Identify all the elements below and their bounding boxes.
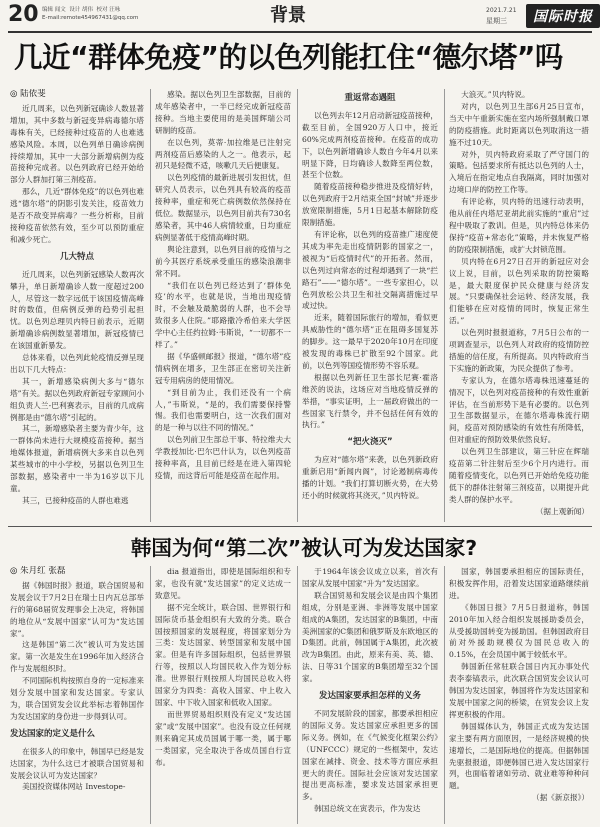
paragraph: 贝内特在6月27日召开的新冠应对会议上说，目前，以色列采取的防控策略是，最大限度保护民众健康与经济发展。“只要确保社会运转、经济发展，我们能够在应对疫情的同时，恢复正常生活。” (449, 256, 589, 326)
masthead-text: 国际时报 (533, 9, 593, 25)
article1-column-3 (302, 89, 438, 522)
column-divider (150, 566, 151, 824)
paragraph: 专家认为，在德尔塔毒株迅速蔓延的情况下，以色列对疫苗接种的有效性重新评估，在当前形势下是有必要的。以色列卫生部数据显示，在德尔塔毒株流行期间，疫苗对预防感染的有效性有所降低，但对重症的预防效果依然良好。 (449, 375, 589, 445)
article1-subhead-2: 重返常态遇阻 (344, 93, 396, 103)
article1-col4-body (449, 89, 589, 506)
paragraph: 美国投资媒体网站 Investope- (22, 782, 126, 792)
article1-col3-body (302, 110, 438, 431)
paragraph: 有评论称，以色列的疫苗推广速度使其成为率先走出疫情阴影的国家之一，被视为“后疫情时代”的开拓者。然而，以色列过向常态的过程却遇到了一块“拦路石”——“德尔塔”。一些专家担心，以色列放松公共卫生和社交隔离措施过早或过快。 (302, 229, 438, 311)
paragraph: 感染。据以色列卫生部数据，目前的成年感染者中，一半已经完成新冠疫苗接种。当地主要使用的是美国辉瑞公司研制的疫苗。 (155, 90, 291, 135)
editor-line: 编辑 闻文 设计 胡伟 校对 汪咏 (42, 7, 121, 13)
article1-headline: 几近“群体免疫”的以色列能扛住“德尔塔”吗 (14, 41, 563, 74)
paragraph: 以色列前卫生部总干事、特拉维夫大学教授加比·巴尔巴什认为，以色列疫苗接种率高，且目前已经是在进入第四轮疫情，而这背后可能是疫苗在起作用。 (155, 435, 291, 480)
paragraph: 据《韩国时报》报道，联合国贸易和发展会议于7月2日在瑞士日内瓦总部举行的第68届贸发理事会上决定，将韩国的地位从“发展中国家”认可为“发达国家”。 (10, 580, 144, 638)
article1-col1b-body (10, 269, 144, 507)
paragraph: 以色列时报报道称，7月5日公布的一项调查显示，以色列人对政府的疫情防控措施的信任度，有所提高。贝内特政府当下实施的新政策，为民众提供了参考。 (449, 328, 589, 373)
paragraph: 舆论注意到，以色列目前的疫情与之前今其医疗系统承受重压的感染浪潮非常不同。 (155, 244, 291, 278)
article2-subhead-2: 发达国家要承担怎样的义务 (318, 691, 421, 702)
paragraph: 不同国际机构按照自身的一定标准来划分发展中国家和发达国家。专家认为，联合国贸发会议此举标志着韩国作为发达国家的身份进一步得到认可。 (10, 676, 144, 721)
email-line: E-mail:remote454967431@qq.com (42, 15, 139, 21)
page-number: 20 (8, 2, 39, 27)
editor-info (42, 6, 138, 22)
paragraph: “我们在以色列已经达到了‘群体免疫’的水平，也就是说，当地出现疫情时，不会触及最脆弱的人群，也不会导致很多人住院。”耶路撒冷希伯来大学医学中心主任约拉姆·韦斯说，“一切都不一样了。” (155, 280, 291, 350)
issue-weekday: 星期三 (486, 17, 507, 25)
article2-subhead-1: 发达国家的定义是什么 (10, 728, 96, 739)
paragraph: 韩国新任常驻联合国日内瓦办事处代表李泰镐表示，此次联合国贸发会议认可韩国为发达国家，韩国将作为发达国家和发展中国家之间的桥梁，在贸发会议上发挥更积极的作用。 (449, 662, 589, 719)
paragraph: 大浪灭。”贝内特说。 (461, 90, 530, 99)
paragraph: 近几周来，以色列新冠感染人数再次攀升，单日新增确诊人数一度超过200人，尽管这一数字远低于该国疫情高峰时的数值，但病例反弹的趋势引起担忧。以色列总理贝内特日前表示，近期新增确诊病例数显著增加，新冠疫情已在该国重新暴发。 (10, 269, 144, 351)
masthead-logo (526, 4, 600, 28)
article1-subhead-1: 几大特点 (59, 251, 94, 262)
paragraph: 近几周来，以色列新冠确诊人数显著增加，其中多数与新冠变异病毒德尔塔毒株有关，已经接种过疫苗的人也难逃感染风险。本周，以色列单日确诊病例持续增加，其中一大部分新增病例为疫苗接种完成者。以色列政府已经开始给部分人群加打第三剂疫苗。 (10, 103, 144, 185)
paragraph: 随着疫苗接种稳步推进及疫情好转，以色列政府于2月结束全国“封城”并逐步放宽限制措施，5月1日起基本解除防疫限制措施。 (302, 182, 438, 228)
article2-source: （据《新京报》） (532, 793, 589, 803)
article1-col2-body (155, 89, 291, 482)
paragraph: dia 报道指出，即使是国际组织和专家，也没有就“发达国家”的定义达成一致意见。 (155, 567, 291, 600)
paragraph: 对内，以色列卫生部6月25日宣布，当天中午重新实施在室内场所强制戴口罩的防疫措施。此时距离以色列取消这一措施不过10天。 (449, 101, 589, 147)
paragraph: 其一，新增感染病例大多与“德尔塔”有关。据以色列政府新冠专家顾问小组负责人兰-巴利赛表示，目前的几成病例都是由“德尔塔”引起的。 (10, 376, 144, 422)
article2-col2-body (155, 566, 291, 768)
section-title: 背景 (270, 5, 306, 26)
paragraph: 其三，已接种疫苗的人群也难逃 (22, 495, 129, 505)
article1-col1-body (10, 103, 144, 246)
paragraph: 《韩国日报》7月5日报道称，韩国2010年加入经合组织发展援助委员会，从受援助国转变为援助国。但韩国政府目前对外援助规模仅为国民总收入的0.15%，在会员国中属于较低水平。 (449, 602, 589, 660)
article1-byline: ◎ 陆依斐 (10, 89, 46, 99)
paragraph: 根据以色列新任卫生部长尼赛·霍洛维茨的说法，这场应对当地疫情反弹的举措，“事实证明，上一届政府做出的一些国家飞行禁令，并不包括任何有效的执行。” (302, 372, 438, 430)
article1-source: （据上观新闻） (535, 506, 589, 516)
paragraph: 有评论称，贝内特的迅速行动表明，他从前任内塔尼亚胡此前实施的“重启”过程中吸取了教训。但是，贝内特总体来仍保持“疫苗+常态化”策略，并未恢复严格的防疫限制措施，或扩大封锁范围。 (449, 197, 589, 254)
paragraph: 韩国媒体认为，韩国正式成为发达国家主要有两方面原因，一是经济规模的快速增长，二是国际地位的提高。但据韩国先驱报报道，即便韩国已进入发达国家行列，也面临着诸如劳动、就业难等种种问题。 (449, 721, 589, 791)
article2-headline: 韩国为何“第二次”被认可为发达国家? (130, 536, 478, 560)
column-divider (297, 566, 298, 824)
column-divider (297, 89, 298, 522)
column-divider (444, 566, 445, 824)
paragraph: 据不完全统计，联合国、世界银行和国际货币基金组织有大致的分类。联合国按照国家的发展程度，将国家划分为三类：发达国家、转型国家和发展中国家。但是有许多国际组织，包括世界银行等，按照以人均国民收入作为划分标准。世界银行则按照人均国民总收入将国家分为四类：高收入国家、中上收入国家、中下收入国家和低收入国家。 (155, 602, 291, 707)
article1-column-2 (155, 89, 291, 522)
article2-col1-body (10, 580, 144, 723)
article2-col1b-body (10, 746, 144, 794)
article1-subhead-3: “把火浇灭” (347, 437, 393, 448)
paragraph: 于1964年该会议成立以来，首次有国家从发展中国家“升为”发达国家。 (302, 567, 438, 588)
article2-column-2 (155, 566, 291, 824)
paragraph: 其二，新增感染者主要为青少年，这一群体尚未进行大规模疫苗接种。据当地媒体报道，新增病例大多来自以色列某些城市的中小学校，另据以色列卫生部数据，感染者中一半为16岁以下儿童。 (10, 424, 144, 493)
article2-byline: ◎ 朱月红 张磊 (10, 566, 66, 576)
paragraph: 联合国贸易和发展会议是由四个集团组成，分别是亚洲、非洲等发展中国家组成的A集团，发达国家的B集团，中南美洲国家的C集团和俄罗斯及东欧地区的D集团。此前，韩国属于A集团，此次被改为B集团。由此，原来有美、英、德、法、日等31个国家的B集团增至32个国家。 (302, 590, 438, 684)
article2-column-3 (302, 566, 438, 824)
article1-col3b-body (302, 454, 438, 502)
paragraph: 那么，几近“群体免疫”的以色列也难逃“德尔塔”的阴影引发关注，疫苗效力是否不敌变异病毒？一些分析称，目前接种疫苗依然有效，至少可以预防重症和减少死亡。 (10, 187, 144, 244)
issue-date: 2021.7.21 (486, 7, 517, 14)
paragraph: 不同发展阶段的国家，都要承担相应的国际义务。发达国家应承担更多的国际义务。例如，在《气候变化框架公约》（UNFCCC）规定的一些框架中，发达国家在减排、资金、技术等方面应承担更大的责任。国际社会应该对发达国家提出更高标准，要求发达国家承担更多。 (302, 708, 438, 802)
paragraph: 以色列疫情的最新进展引发担忧，但研究人员表示，以色列具有较高的疫苗接种率，重症和死亡病例数依然保持在低位。数据显示，以色列目前共有730名感染者，其中46人病情较重，日均重症病例显著低于疫情高峰时期。 (155, 173, 291, 242)
page-header (8, 3, 592, 33)
column-divider (444, 89, 445, 522)
paragraph: 以色列去年12月启动新冠疫苗接种，截至目前，全国920万人口中，接近60%完成两剂疫苗接种。在疫苗的成功下，以色列新增确诊人数自今年4月以来明显下降，日均确诊人数降至两位数，甚至个位数。 (302, 110, 438, 180)
paragraph: 韩国总统文在寅表示，作为发达 (314, 804, 421, 814)
paragraph: 在很多人的印象中，韩国早已经是发达国家，为什么这已才被联合国贸易和发展会议认可为发达国家？ (10, 746, 144, 780)
paragraph: 而世界贸易组织则没有定义“发达国家”或“发展中国家”。也没有设立任何规则来确定其成员国属于哪一类，属于哪一类国家，完全取决于各成员国自行宣布。 (155, 709, 291, 767)
article2-column-1 (10, 566, 144, 824)
paragraph: 近来，随着国际旅行的增加，看似更具威胁性的“德尔塔”正在阻碍多国复苏的脚步。这一最早于2020年10月在印度被发现的毒株已扩散至92个国家。此前，以色列等国疫情形势不容乐观。 (302, 313, 438, 370)
article2-col4-body (449, 566, 589, 792)
paragraph: 据《华盛顿邮报》报道，“德尔塔”疫情病例在增多，卫生部正在密切关注新冠专用病房的使用情况。 (155, 351, 291, 385)
paragraph: 为应对“德尔塔”来袭，以色列新政府重新启用“新闻内阁”，讨论遏制病毒传播的计划。“我们打算切断火势，在大势还小的时候就将其浇灭，”贝内特说。 (302, 455, 438, 500)
paragraph: 在以色列，莫蒂·加拉维是已注射完两剂疫苗后感染的人之一。他表示，起初只是轻微不适，咳嗽几天后便康复。 (155, 137, 291, 171)
paragraph: 对外，贝内特政府采取了严守国门的策略。包括要求所有抵达以色列的人士，入境后在指定地点自我隔离，同时加强对边境口岸的防控工作等。 (449, 149, 589, 195)
article1-column-1 (10, 89, 144, 522)
article2-col3b-body (302, 708, 438, 815)
paragraph: 国家，韩国要承担相应的国际责任，积极发挥作用，沿着发达国家道路继续前进。 (449, 567, 589, 600)
article-separator (8, 526, 592, 527)
article1-column-4 (449, 89, 589, 522)
paragraph: “到目前为止，我们还没有一个病人，”韦斯说，“是的，我们需要保持警惕。我们也需要明白，这一次我们面对的是一种与以往不同的情况。” (155, 387, 291, 433)
column-divider (150, 89, 151, 522)
paragraph: 以色列卫生部建议，第三针应在辉瑞疫苗第二针注射后至少6个月内进行。而随着疫情变化，以色列已开始给免疫功能低下的群体注射第三剂疫苗，以期提升此类人群的保护水平。 (449, 447, 589, 504)
paragraph: 这是韩国“第二次”被认可为发达国家。第一次是发生在1996年加入经济合作与发展组织时。 (10, 640, 144, 674)
article2-column-4 (449, 566, 589, 824)
article2-col3-body (302, 566, 438, 685)
paragraph: 总体来看，以色列此轮疫情反弹呈现出以下几大特点： (10, 353, 144, 374)
